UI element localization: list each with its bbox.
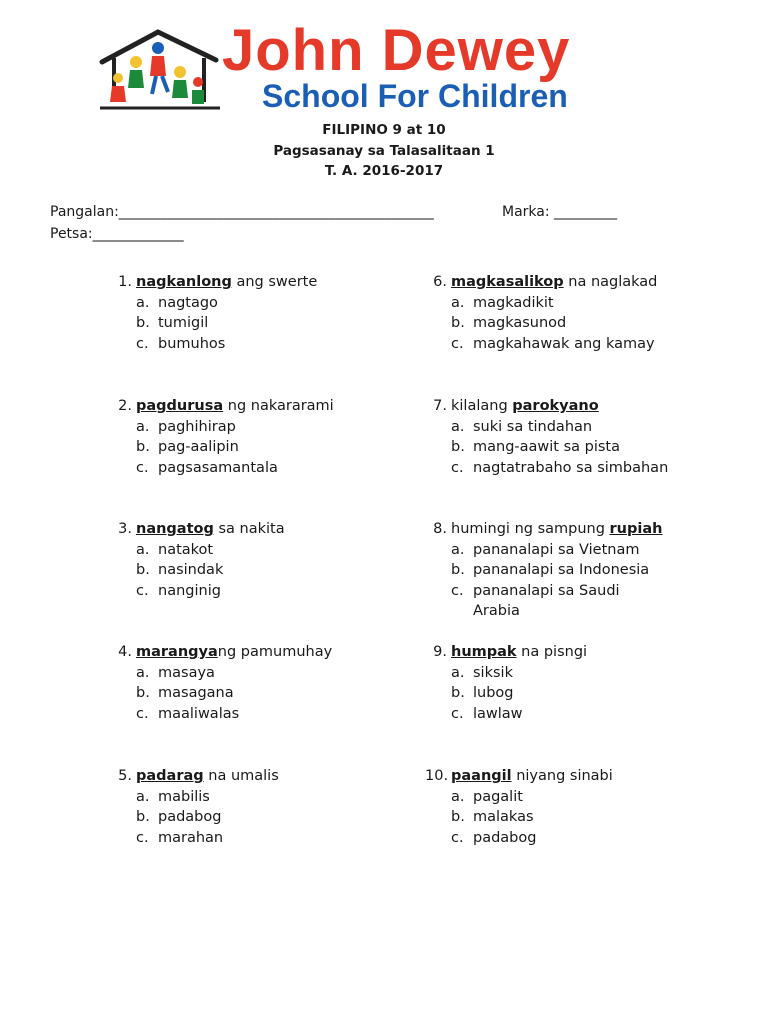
option-text: magkahawak ang kamay [473,335,655,352]
school-logo [96,18,706,120]
answer-option [136,787,210,808]
question-number: 1. [118,274,132,290]
answer-option [136,704,240,725]
answer-option [136,417,236,438]
question-stem: humingi ng sampung rupiah [451,521,663,537]
target-word: nangatog [136,521,214,537]
question-stem: padarag na umalis [136,768,279,784]
question-number: 2. [118,398,132,414]
option-letter: c. [136,829,149,846]
option-letter: b. [451,809,465,826]
question-stem: nangatog sa nakita [136,521,285,537]
score-field: Marka: _________ [502,204,618,220]
option-letter: a. [451,294,465,311]
option-text: pananalapi sa Indonesia [473,562,650,579]
option-letter: b. [136,439,150,456]
worksheet-title: Pagsasanay sa Talasalitaan 1 [273,143,495,159]
option-letter: b. [136,315,150,332]
option-letter: a. [136,418,150,435]
answer-option [451,417,593,438]
question-stem: kilalang parokyano [451,398,599,414]
option-text: bumuhos [158,335,226,352]
option-letter: b. [451,439,465,456]
target-word: humpak [451,644,517,660]
option-text: suki sa tindahan [473,418,593,435]
answer-option [451,787,523,808]
question-number: 3. [118,521,132,537]
question-stem: magkasalikop na naglakad [451,274,658,290]
option-letter: a. [136,541,150,558]
option-letter: b. [451,562,465,579]
option-text: Arabia [473,603,520,620]
option-text: padabog [158,809,222,826]
option-text: pananalapi sa Saudi [473,582,620,599]
option-text: nanginig [158,582,221,599]
option-letter: c. [451,582,464,599]
option-letter: c. [451,459,464,476]
answer-option [451,560,650,581]
option-letter: c. [451,335,464,352]
option-letter: b. [136,809,150,826]
question-stem: marangyang pamumuhay [136,644,333,660]
target-word: padarag [136,768,204,784]
option-text: pagsasamantala [158,459,278,476]
school-year: T. A. 2016-2017 [324,163,444,179]
target-word: parokyano [512,398,599,414]
target-word: rupiah [609,521,663,537]
option-text: siksik [473,664,513,681]
target-word: nagkanlong [136,274,232,290]
answer-option [136,437,239,458]
option-text: marahan [158,829,224,846]
target-word: pagdurusa [136,398,224,414]
question-stem: nagkanlong ang swerte [136,274,318,290]
answer-option [451,293,554,314]
question-number: 9. [433,644,447,660]
question-number: 6. [433,274,447,290]
school-house-children-logo-icon [96,22,226,120]
option-text: padabog [473,829,537,846]
answer-option [451,581,620,602]
option-text: masagana [158,685,234,702]
option-text: nagtago [158,294,218,311]
option-text: pagalit [473,788,523,805]
answer-option [451,683,514,704]
option-letter: c. [136,459,149,476]
answer-option [136,807,222,828]
option-text: magkadikit [473,294,554,311]
option-text: nasindak [158,562,224,579]
name-field: Pangalan:_____________________________________________ [50,204,434,220]
option-text: masaya [158,664,215,681]
answer-option [136,334,226,355]
date-field: Petsa:_____________ [50,226,184,242]
option-letter: c. [136,335,149,352]
answer-option [451,601,520,622]
option-letter: a. [451,418,465,435]
option-text: mang-aawit sa pista [473,439,620,456]
option-letter: b. [136,685,150,702]
option-letter: b. [136,562,150,579]
answer-option [136,663,215,684]
question-stem: pagdurusa ng nakararami [136,398,334,414]
option-text: lawlaw [473,705,523,722]
option-text: tumigil [158,315,209,332]
question-number: 10. [425,768,449,784]
answer-option [136,683,234,704]
option-letter: a. [451,664,465,681]
option-letter: a. [136,664,150,681]
answer-option [136,458,278,479]
answer-option [451,828,537,849]
subject-title: FILIPINO 9 at 10 [322,122,446,138]
question-number: 8. [433,521,447,537]
question-number: 4. [118,644,132,660]
option-letter: a. [451,788,465,805]
answer-option [136,581,221,602]
option-text: nagtatrabaho sa simbahan [473,459,669,476]
target-word: magkasalikop [451,274,564,290]
option-text: pag-aalipin [158,439,239,456]
answer-option [451,807,534,828]
answer-option [136,828,224,849]
option-letter: c. [451,829,464,846]
target-word: marangya [136,644,218,660]
option-letter: c. [451,705,464,722]
question-number: 5. [118,768,132,784]
option-letter: b. [451,685,465,702]
option-text: lubog [473,685,514,702]
answer-option [136,293,218,314]
option-text: pananalapi sa Vietnam [473,541,640,558]
question-number: 7. [433,398,447,414]
option-letter: a. [136,294,150,311]
answer-option [136,313,209,334]
answer-option [451,313,567,334]
answer-option [451,458,669,479]
answer-option [451,704,523,725]
option-text: magkasunod [473,315,567,332]
logo-school-name-line2: School For Children [262,78,568,114]
option-text: mabilis [158,788,210,805]
option-letter: c. [136,582,149,599]
question-stem: humpak na pisngi [451,644,588,660]
logo-school-name-line1: John Dewey [222,18,571,83]
answer-option [451,540,640,561]
answer-option [136,560,224,581]
answer-option [451,334,655,355]
option-text: maaliwalas [158,705,240,722]
answer-option [136,540,214,561]
option-letter: c. [136,705,149,722]
option-text: natakot [158,541,214,558]
option-letter: a. [136,788,150,805]
target-word: paangil [451,768,512,784]
option-letter: b. [451,315,465,332]
option-text: malakas [473,809,534,826]
option-text: paghihirap [158,418,236,435]
answer-option [451,663,513,684]
option-letter: a. [451,541,465,558]
question-stem: paangil niyang sinabi [451,768,613,784]
answer-option [451,437,620,458]
